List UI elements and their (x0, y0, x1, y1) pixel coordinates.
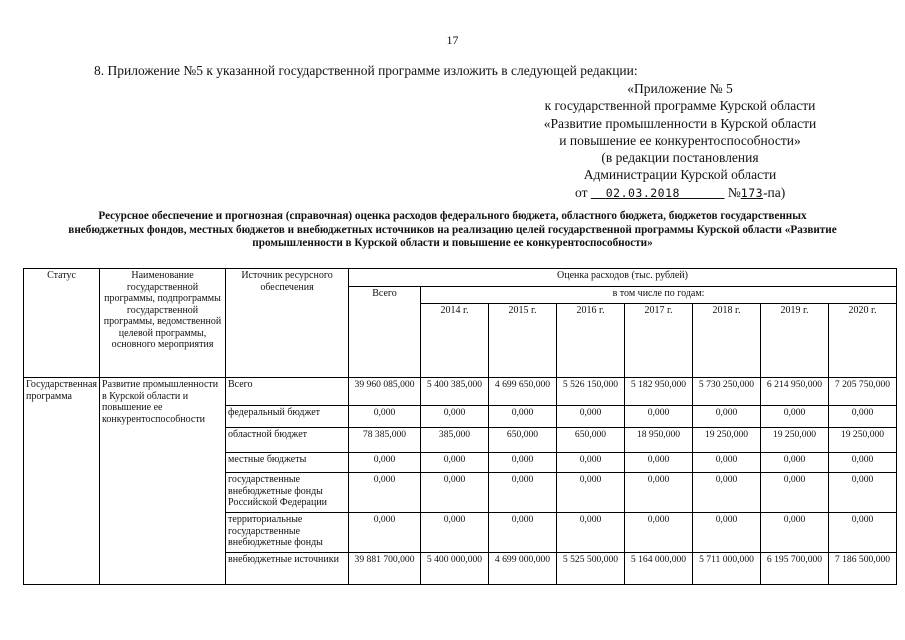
value-cell: 19 250,000 (829, 428, 897, 453)
value-cell: 6 214 950,000 (761, 378, 829, 406)
value-cell: 19 250,000 (761, 428, 829, 453)
resolution-date: 02.03.2018 (605, 185, 680, 200)
value-cell: 7 205 750,000 (829, 378, 897, 406)
value-cell: 0,000 (421, 453, 489, 473)
header-by-years: в том числе по годам: (421, 287, 897, 304)
header-name: Наименование государственной программы, подпрограммы государственной программы, ведомственной целевой программы, основного мероприятия (100, 269, 226, 378)
value-cell: 0,000 (693, 406, 761, 428)
value-cell: 0,000 (421, 513, 489, 553)
source-cell: государственные внебюджетные фонды Российской Федерации (226, 473, 349, 513)
header-year: 2016 г. (557, 304, 625, 378)
value-cell: 5 182 950,000 (625, 378, 693, 406)
value-cell: 0,000 (557, 453, 625, 473)
annex-line-program: к государственной программе Курской области (544, 98, 816, 114)
annex-line-program-name-cont: и повышение ее конкурентоспособности» (559, 132, 801, 148)
header-year: 2014 г. (421, 304, 489, 378)
annex-line-administration: Администрации Курской области (583, 167, 777, 183)
value-cell: 0,000 (829, 513, 897, 553)
resource-table (23, 268, 897, 585)
source-cell: федеральный бюджет (226, 406, 349, 428)
source-cell: областной бюджет (226, 428, 349, 453)
total-cell: 78 385,000 (349, 428, 421, 453)
number-suffix: -па) (763, 184, 786, 200)
value-cell: 0,000 (489, 473, 557, 513)
source-cell: внебюджетные источники (226, 553, 349, 585)
value-cell: 0,000 (625, 513, 693, 553)
value-cell: 5 400 000,000 (421, 553, 489, 585)
total-cell: 0,000 (349, 513, 421, 553)
value-cell: 0,000 (421, 473, 489, 513)
table-row (24, 378, 897, 406)
value-cell: 0,000 (557, 513, 625, 553)
header-source: Источник ресурсного обеспечения (226, 269, 349, 378)
value-cell: 5 526 150,000 (557, 378, 625, 406)
table-heading: Ресурсное обеспечение и прогнозная (справочная) оценка расходов федерального бюджета, областного бюджета, бюджетов государственных внебюджетных фондов, местных бюджетов и внебюджетных источников на реализацию целей государственной программы Курской области «Развитие промышленности в Курской области и повышение ее конкурентоспособности» (68, 210, 837, 249)
total-cell: 0,000 (349, 406, 421, 428)
resolution-number: 173 (740, 185, 764, 200)
annex-title: «Приложение № 5 (627, 81, 733, 96)
status-cell: Государственная программа (24, 378, 100, 585)
value-cell: 0,000 (829, 473, 897, 513)
program-name-cell: Развитие промышленности в Курской области и повышение ее конкурентоспособности (100, 378, 226, 585)
value-cell: 0,000 (489, 453, 557, 473)
value-cell: 0,000 (761, 513, 829, 553)
value-cell: 0,000 (761, 473, 829, 513)
value-cell: 0,000 (625, 473, 693, 513)
value-cell: 19 250,000 (693, 428, 761, 453)
total-cell: 0,000 (349, 453, 421, 473)
annex-line-date (520, 184, 840, 202)
header-year: 2019 г. (761, 304, 829, 378)
header-year: 2015 г. (489, 304, 557, 378)
value-cell: 0,000 (829, 453, 897, 473)
annex-line-program-name: «Развитие промышленности в Курской области (543, 115, 817, 131)
value-cell: 0,000 (829, 406, 897, 428)
value-cell: 5 400 385,000 (421, 378, 489, 406)
annex-line-edition: (в редакции постановления (601, 150, 759, 166)
value-cell: 650,000 (489, 428, 557, 453)
value-cell: 650,000 (557, 428, 625, 453)
value-cell: 0,000 (761, 453, 829, 473)
header-year: 2017 г. (625, 304, 693, 378)
total-cell: 0,000 (349, 473, 421, 513)
header-estimate: Оценка расходов (тыс. рублей) (349, 269, 897, 287)
header-year: 2018 г. (693, 304, 761, 378)
value-cell: 18 950,000 (625, 428, 693, 453)
header-total: Всего (349, 287, 421, 378)
value-cell: 0,000 (761, 406, 829, 428)
value-cell: 0,000 (693, 473, 761, 513)
number-label: № (727, 184, 741, 200)
value-cell: 0,000 (489, 406, 557, 428)
value-cell: 385,000 (421, 428, 489, 453)
value-cell: 7 186 500,000 (829, 553, 897, 585)
value-cell: 4 699 650,000 (489, 378, 557, 406)
value-cell: 0,000 (557, 406, 625, 428)
value-cell: 4 699 000,000 (489, 553, 557, 585)
header-status: Статус (24, 269, 100, 378)
value-cell: 0,000 (693, 513, 761, 553)
value-cell: 0,000 (489, 513, 557, 553)
source-cell: Всего (226, 378, 349, 406)
from-label: от (575, 184, 588, 200)
value-cell: 0,000 (557, 473, 625, 513)
intro-paragraph: 8. Приложение №5 к указанной государственной программе изложить в следующей редакции: (94, 63, 638, 78)
total-cell: 39 881 700,000 (349, 553, 421, 585)
header-year: 2020 г. (829, 304, 897, 378)
value-cell: 5 730 250,000 (693, 378, 761, 406)
page-number: 17 (446, 33, 459, 47)
total-cell: 39 960 085,000 (349, 378, 421, 406)
value-cell: 0,000 (693, 453, 761, 473)
value-cell: 0,000 (625, 453, 693, 473)
annex-header (520, 80, 840, 202)
value-cell: 0,000 (421, 406, 489, 428)
source-cell: местные бюджеты (226, 453, 349, 473)
value-cell: 6 195 700,000 (761, 553, 829, 585)
value-cell: 5 525 500,000 (557, 553, 625, 585)
source-cell: территориальные государственные внебюджетные фонды (226, 513, 349, 553)
value-cell: 5 164 000,000 (625, 553, 693, 585)
value-cell: 5 711 000,000 (693, 553, 761, 585)
value-cell: 0,000 (625, 406, 693, 428)
